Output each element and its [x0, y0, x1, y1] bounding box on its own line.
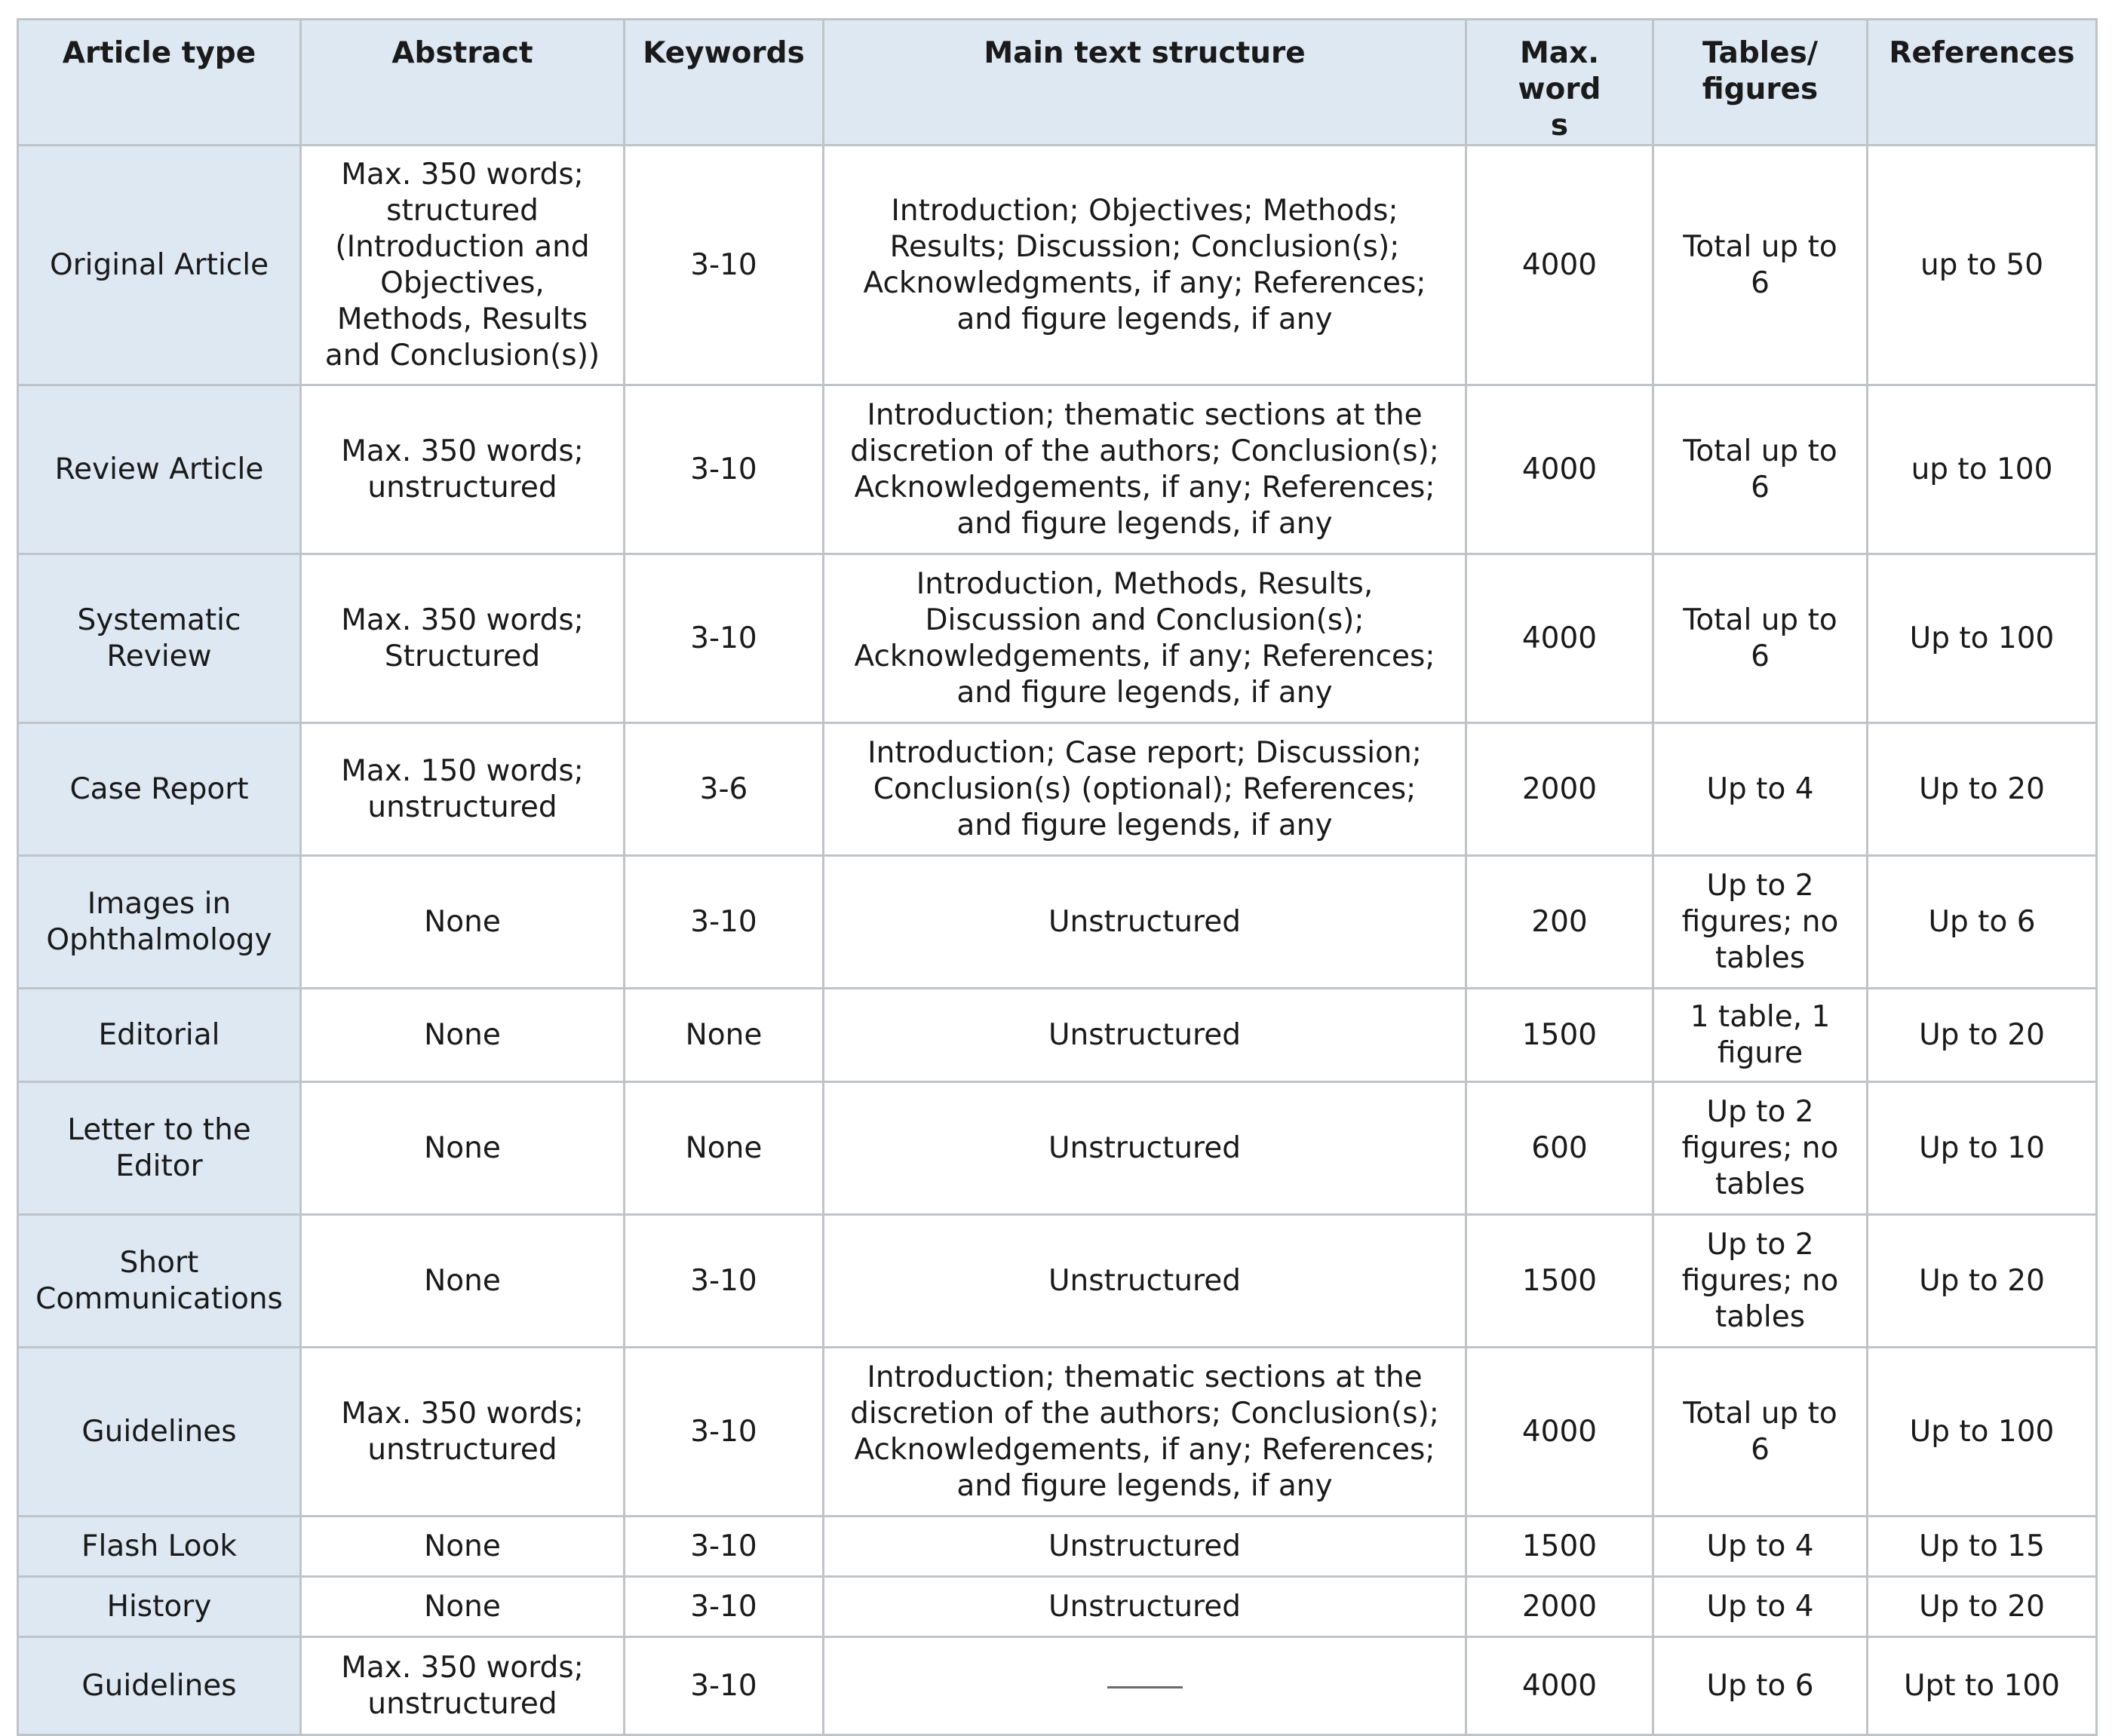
table-row — [18, 856, 2097, 989]
header-tables-figures: Tables/ figures — [1653, 20, 1868, 146]
cell-tables-figures: Total up to 6 — [1653, 385, 1868, 554]
cell-structure: Unstructured — [824, 1215, 1466, 1348]
blank-dash — [1107, 1685, 1183, 1688]
cell-keywords: None — [625, 989, 824, 1082]
cell-tables-figures: 1 table, 1 figure — [1653, 989, 1868, 1082]
cell-references: Up to 20 — [1868, 1577, 2097, 1637]
cell-article-type: Guidelines — [18, 1348, 301, 1517]
cell-tables-figures: Up to 2 figures; no tables — [1653, 856, 1868, 989]
cell-abstract: Max. 150 words; unstructured — [301, 723, 625, 856]
cell-references: Up to 15 — [1868, 1517, 2097, 1577]
cell-max-words: 1500 — [1466, 989, 1653, 1082]
header-references: References — [1868, 20, 2097, 146]
cell-structure: Introduction; Objectives; Methods; Results; Discussion; Conclusion(s); Acknowledgments, if any; References; and figure legends, if any — [824, 146, 1466, 385]
cell-keywords: 3-10 — [625, 554, 824, 723]
header-abstract: Abstract — [301, 20, 625, 146]
cell-tables-figures: Up to 2 figures; no tables — [1653, 1215, 1868, 1348]
cell-references: Up to 100 — [1868, 1348, 2097, 1517]
cell-keywords: 3-10 — [625, 856, 824, 989]
cell-max-words: 4000 — [1466, 385, 1653, 554]
article-types-table — [17, 18, 2098, 1736]
cell-keywords: 3-10 — [625, 1215, 824, 1348]
table-row — [18, 1517, 2097, 1577]
cell-keywords: None — [625, 1082, 824, 1215]
table-row — [18, 1348, 2097, 1517]
cell-abstract: Max. 350 words; unstructured — [301, 1637, 625, 1735]
cell-abstract: None — [301, 1517, 625, 1577]
cell-structure: Unstructured — [824, 856, 1466, 989]
header-max-words: Max. words — [1466, 20, 1653, 146]
cell-max-words: 4000 — [1466, 554, 1653, 723]
cell-tables-figures: Up to 4 — [1653, 723, 1868, 856]
cell-abstract: None — [301, 1577, 625, 1637]
cell-structure: Introduction; Case report; Discussion; Conclusion(s) (optional); References; and figure legends, if any — [824, 723, 1466, 856]
cell-article-type: Short Communications — [18, 1215, 301, 1348]
cell-max-words: 4000 — [1466, 1348, 1653, 1517]
cell-article-type: Review Article — [18, 385, 301, 554]
cell-article-type: Editorial — [18, 989, 301, 1082]
cell-article-type: Case Report — [18, 723, 301, 856]
cell-references: Upt to 100 — [1868, 1637, 2097, 1735]
table-row — [18, 1215, 2097, 1348]
cell-structure-empty — [824, 1637, 1466, 1735]
cell-article-type: History — [18, 1577, 301, 1637]
cell-abstract: Max. 350 words; unstructured — [301, 385, 625, 554]
cell-tables-figures: Up to 2 figures; no tables — [1653, 1082, 1868, 1215]
cell-structure: Unstructured — [824, 989, 1466, 1082]
cell-tables-figures: Up to 4 — [1653, 1577, 1868, 1637]
cell-tables-figures: Total up to 6 — [1653, 554, 1868, 723]
cell-references: Up to 100 — [1868, 554, 2097, 723]
table-row — [18, 385, 2097, 554]
cell-abstract: Max. 350 words; Structured — [301, 554, 625, 723]
cell-max-words: 2000 — [1466, 1577, 1653, 1637]
cell-max-words: 200 — [1466, 856, 1653, 989]
cell-references: Up to 20 — [1868, 1215, 2097, 1348]
cell-keywords: 3-10 — [625, 1577, 824, 1637]
table-row — [18, 554, 2097, 723]
cell-article-type: Flash Look — [18, 1517, 301, 1577]
cell-article-type: Systematic Review — [18, 554, 301, 723]
cell-max-words: 4000 — [1466, 146, 1653, 385]
header-article-type: Article type — [18, 20, 301, 146]
cell-keywords: 3-10 — [625, 1637, 824, 1735]
header-main-text-structure: Main text structure — [824, 20, 1466, 146]
cell-references: Up to 20 — [1868, 723, 2097, 856]
cell-article-type: Images in Ophthalmology — [18, 856, 301, 989]
cell-max-words: 1500 — [1466, 1215, 1653, 1348]
cell-article-type: Original Article — [18, 146, 301, 385]
cell-references: up to 100 — [1868, 385, 2097, 554]
cell-references: Up to 20 — [1868, 989, 2097, 1082]
cell-structure: Unstructured — [824, 1517, 1466, 1577]
table-row — [18, 723, 2097, 856]
cell-keywords: 3-10 — [625, 1348, 824, 1517]
cell-abstract: None — [301, 856, 625, 989]
cell-keywords: 3-6 — [625, 723, 824, 856]
cell-structure: Introduction, Methods, Results, Discussion and Conclusion(s); Acknowledgements, if any; References; and figure legends, if any — [824, 554, 1466, 723]
article-types-table-container — [17, 18, 2095, 1736]
cell-max-words: 2000 — [1466, 723, 1653, 856]
cell-abstract: None — [301, 1215, 625, 1348]
header-row — [18, 20, 2097, 146]
cell-tables-figures: Total up to 6 — [1653, 146, 1868, 385]
cell-max-words: 4000 — [1466, 1637, 1653, 1735]
cell-references: up to 50 — [1868, 146, 2097, 385]
cell-references: Up to 6 — [1868, 856, 2097, 989]
cell-structure: Unstructured — [824, 1082, 1466, 1215]
cell-structure: Unstructured — [824, 1577, 1466, 1637]
cell-structure: Introduction; thematic sections at the discretion of the authors; Conclusion(s); Acknowledgements, if any; References; and figure legends, if any — [824, 385, 1466, 554]
cell-keywords: 3-10 — [625, 146, 824, 385]
cell-max-words: 1500 — [1466, 1517, 1653, 1577]
cell-abstract: None — [301, 1082, 625, 1215]
cell-structure: Introduction; thematic sections at the discretion of the authors; Conclusion(s); Acknowledgements, if any; References; and figure legends, if any — [824, 1348, 1466, 1517]
cell-article-type: Letter to the Editor — [18, 1082, 301, 1215]
table-row — [18, 989, 2097, 1082]
cell-article-type: Guidelines — [18, 1637, 301, 1735]
cell-abstract: None — [301, 989, 625, 1082]
table-row — [18, 1577, 2097, 1637]
table-row — [18, 1637, 2097, 1735]
table-row — [18, 146, 2097, 385]
cell-tables-figures: Up to 4 — [1653, 1517, 1868, 1577]
cell-abstract: Max. 350 words; structured (Introduction and Objectives, Methods, Results and Conclusion(s)) — [301, 146, 625, 385]
cell-max-words: 600 — [1466, 1082, 1653, 1215]
cell-tables-figures: Up to 6 — [1653, 1637, 1868, 1735]
cell-abstract: Max. 350 words; unstructured — [301, 1348, 625, 1517]
cell-references: Up to 10 — [1868, 1082, 2097, 1215]
cell-tables-figures: Total up to 6 — [1653, 1348, 1868, 1517]
cell-keywords: 3-10 — [625, 385, 824, 554]
header-keywords: Keywords — [625, 20, 824, 146]
table-row — [18, 1082, 2097, 1215]
cell-keywords: 3-10 — [625, 1517, 824, 1577]
